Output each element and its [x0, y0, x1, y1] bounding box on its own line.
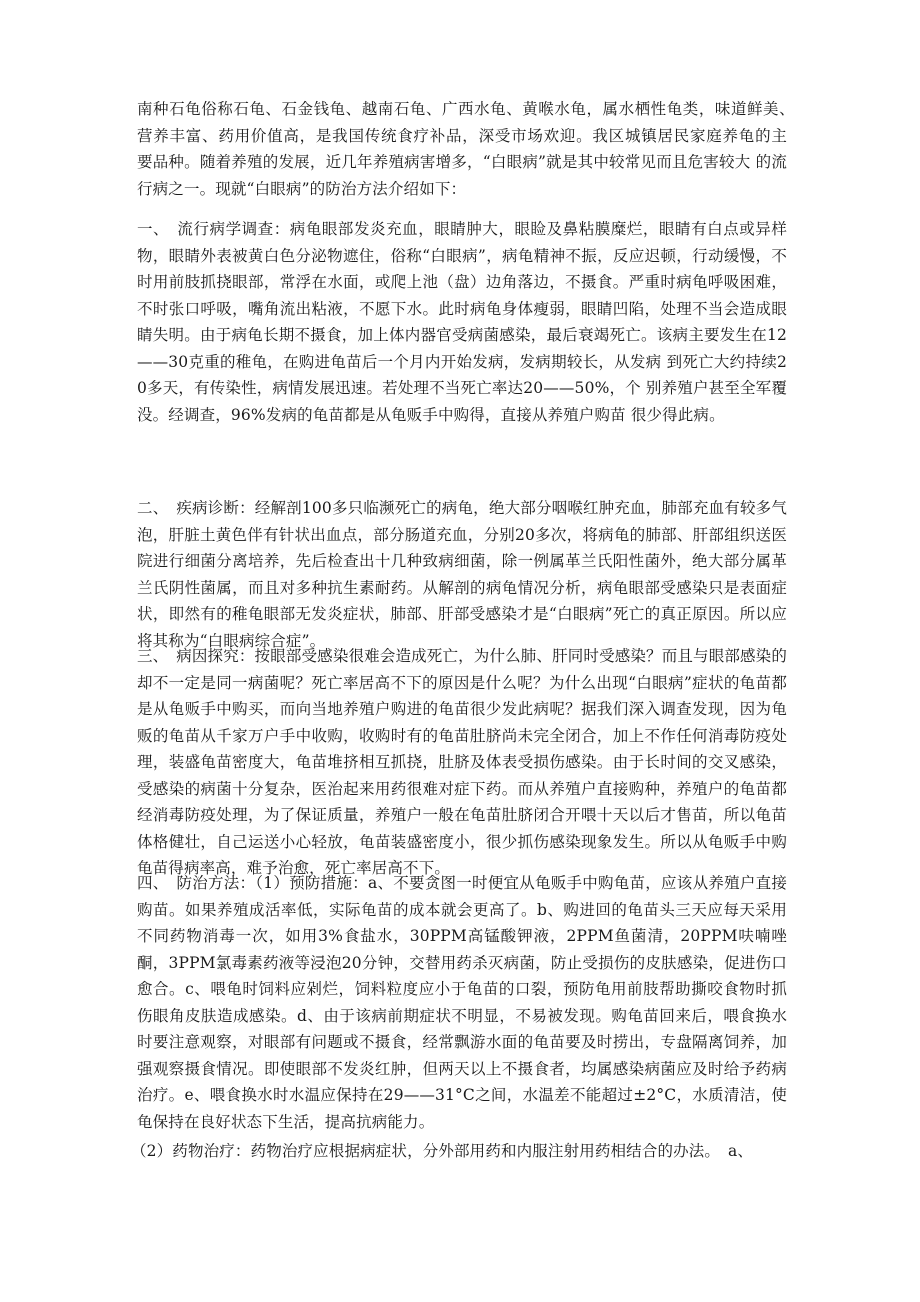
section-diagnosis-paragraph: 二、 疾病诊断：经解剖100多只临濒死亡的病龟，绝大部分咽喉红肿充血，肺部充血有较多气泡，肝脏土黄色伴有针状出血点，部分肠道充血，分别20多次，将病龟的肺部、肝部组织送医院进行细菌分离培养，先后检查出十几种致病细菌，除一例属革兰氏阳性菌外，绝大部分属革兰氏阴性菌属，而且对多种抗生素耐药。从解剖的病龟情况分析，病龟眼部受感染只是表面症状，即然有的稚龟眼部无发炎症状，肺部、肝部受感染才是“白眼病”死亡的真正原因。所以应将其称为“白眼病综合症”。: [137, 499, 787, 650]
drug-treatment-paragraph: （2）药物治疗：药物治疗应根据病症状，分外部用药和内服注射用药相结合的办法。 a、: [131, 1142, 754, 1160]
intro-paragraph: 南种石龟俗称石龟、石金钱龟、越南石龟、广西水龟、黄喉水龟，属水栖性龟类，味道鲜美、 营养丰富、药用价值高，是我国传统食疗补品，深受市场欢迎。我区城镇居民家庭养龟的主 要品种。随着养殖的发展，近几年养殖病害增多，“白眼病”就是其中较常见而且危害较大 的流行病之一。现就“白眼病”的防治方法介绍如下：: [137, 100, 803, 198]
section-cause-paragraph: 三、 病因探究：按眼部受感染很难会造成死亡，为什么肺、肝同时受感染？而且与眼部感染的却不一定是同一病菌呢？死亡率居高不下的原因是什么呢？为什么出现“白眼病”症状的龟苗都是从龟贩手中购买，而向当地养殖户购进的龟苗很少发此病呢？据我们深入调查发现，因为龟贩的龟苗从千家万户手中收购，收购时有的龟苗肚脐尚未完全闭合，加上不作任何消毒防疫处理，装盛龟苗密度大，龟苗堆挤相互抓挠，肚脐及体表受损伤感染。由于长时间的交叉感染，受感染的病菌十分复杂，医治起来用药很难对症下药。而从养殖户直接购种，养殖户的龟苗都经消毒防疫处理，为了保证质量，养殖户一般在龟苗肚脐闭合开喂十天以后才售苗，所以龟苗体格健壮，自己运送小心轻放，龟苗装盛密度小，很少抓伤感染现象发生。所以从龟贩手中购龟苗得病率高，难予治愈，死亡率居高不下。: [137, 647, 787, 877]
section-epidemiology-paragraph: 一、 流行病学调查：病龟眼部发炎充血，眼睛肿大，眼睑及鼻粘膜糜烂，眼睛有白点或异样物，眼睛外表被黄白色分泌物遮住，俗称“白眼病”，病龟精神不振，反应迟顿，行动缓慢，不时用前肢抓挠眼部，常浮在水面，或爬上池（盘）边角落边，不摄食。严重时病龟呼吸困难，不时张口呼吸，嘴角流出粘液，不愿下水。此时病龟身体瘦弱，眼睛凹陷，处理不当会造成眼睛失明。由于病龟长期不摄食，加上体内器官受病菌感染，最后衰竭死亡。该病主要发生在12——30克重的稚龟，在购进龟苗后一个月内开始发病，发病期较长，从发病 到死亡大约持续20多天，有传染性，病情发展迅速。若处理不当死亡率达20——50%，个 别养殖户甚至全军覆没。经调查，96%发病的龟苗都是从龟贩手中购得，直接从养殖户购苗 很少得此病。: [137, 220, 787, 424]
section-prevention-paragraph: 四、 防治方法：（1）预防措施：a、不要贪图一时便宜从龟贩手中购龟苗，应该从养殖户直接购苗。如果养殖成活率低，实际龟苗的成本就会更高了。b、购进回的龟苗头三天应每天采用不同药物消毒一次，如用3%食盐水，30PPM高锰酸钾液，2PPM鱼菌清，20PPM呋喃唑酮，3PPM氯毒素药液等浸泡20分钟，交替用药杀灭病菌，防止受损伤的皮肤感染，促进伤口愈合。c、喂龟时饲料应剁烂，饲料粒度应小于龟苗的口裂，预防龟用前肢帮助撕咬食物时抓伤眼角皮肤造成感染。d、由于该病前期症状不明显，不易被发现。购龟苗回来后，喂食换水时要注意观察，对眼部有问题或不摄食，经常飘游水面的龟苗要及时捞出，专盘隔离饲养，加强观察摄食情况。即使眼部不发炎红肿，但两天以上不摄食者，均属感染病菌应及时给予药病治疗。e、喂食换水时水温应保持在29——31°C之间，水温差不能超过±2°C，水质清洁，使龟保持在良好状态下生活，提高抗病能力。: [137, 874, 787, 1131]
